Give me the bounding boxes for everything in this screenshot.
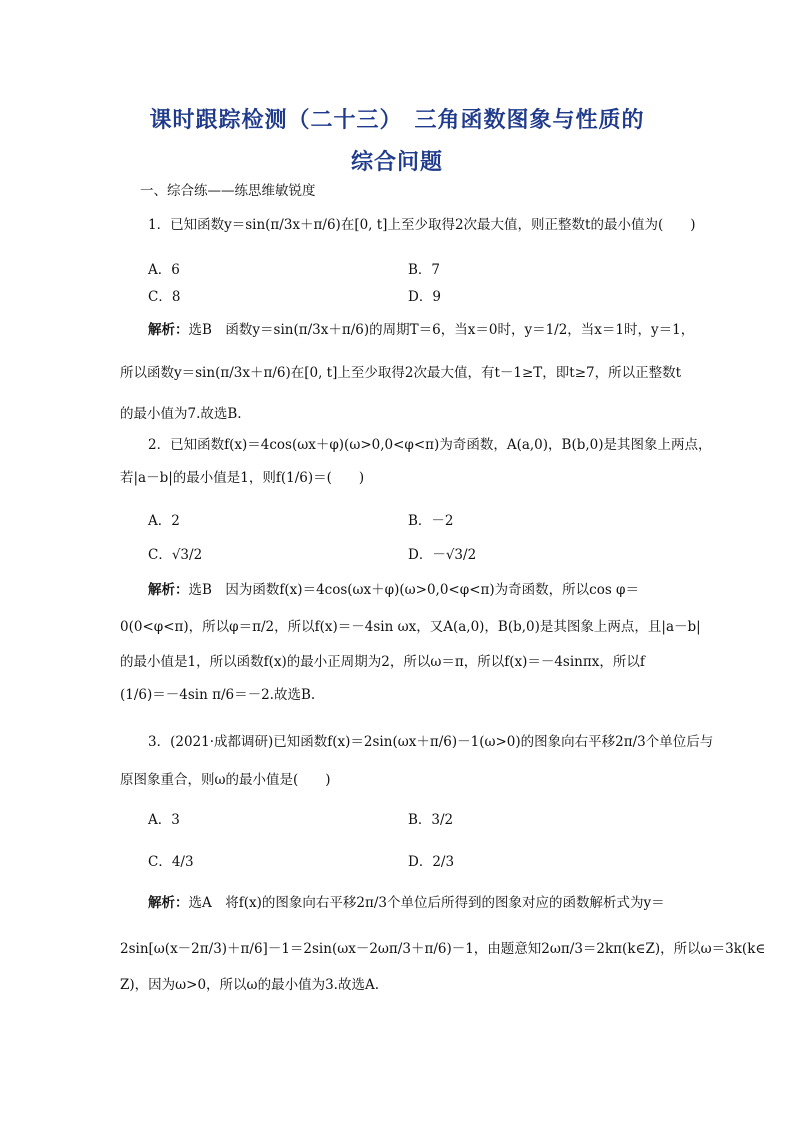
q1-option-c: C．8 [148, 289, 181, 305]
analysis-text: 选B 函数y＝sin(π/3x＋π/6)的周期T＝6，当x＝0时，y＝1/2，当x＝1时，y＝1， [188, 322, 695, 338]
analysis-label: 解析： [148, 322, 189, 338]
analysis-text: 选B 因为函数f(x)＝4cos(ωx＋φ)(ω>0,0<φ<π)为奇函数，所以cos φ＝ [188, 582, 640, 598]
q2-option-c: C．√3/2 [148, 547, 203, 563]
q1-option-d: D．9 [408, 289, 441, 305]
q3-option-a: A．3 [148, 812, 180, 828]
analysis-label: 解析： [148, 895, 189, 911]
q2-option-b: B．－2 [408, 513, 454, 529]
q2-analysis-line4: (1/6)＝－4sin π/6＝－2.故选B. [120, 687, 316, 703]
q2-stem-line1: 2．已知函数f(x)＝4cos(ωx＋φ)(ω>0,0<φ<π)为奇函数，A(a,0)，B(b,0)是其图象上两点， [148, 437, 712, 453]
section-heading: 一、综合练——练思维敏锐度 [140, 183, 316, 199]
q3-option-d: D．2/3 [408, 854, 455, 870]
q1-analysis-line2: 所以函数y＝sin(π/3x＋π/6)在[0, t]上至少取得2次最大值，有t－1≥T，即t≥7，所以正整数t [120, 365, 682, 381]
q3-stem-line2: 原图象重合，则ω的最小值是( ) [120, 772, 331, 788]
q3-stem-line1: 3．(2021·成都调研)已知函数f(x)＝2sin(ωx＋π/6)－1(ω>0)的图象向右平移2π/3个单位后与 [148, 734, 714, 750]
q3-analysis-line2: 2sin[ω(x－2π/3)＋π/6]－1＝2sin(ωx－2ωπ/3＋π/6)－1，由题意知2ωπ/3＝2kπ(k∈Z)，所以ω＝3k(k∈ [120, 941, 766, 957]
analysis-text: 选A 将f(x)的图象向右平移2π/3个单位后所得到的图象对应的函数解析式为y＝ [188, 895, 665, 911]
q2-option-a: A．2 [148, 513, 180, 529]
q2-analysis-line1 [148, 580, 639, 600]
q3-analysis-line3: Z)，因为ω>0，所以ω的最小值为3.故选A. [120, 977, 379, 993]
q2-analysis-line3: 的最小值是1，所以函数f(x)的最小正周期为2，所以ω＝π，所以f(x)＝－4sinπx，所以f [120, 654, 645, 670]
page-title-line1: 课时跟踪检测（二十三） 三角函数图象与性质的 [149, 107, 645, 133]
q1-stem: 1．已知函数y＝sin(π/3x＋π/6)在[0, t]上至少取得2次最大值，则正整数t的最小值为( ) [148, 217, 696, 233]
q2-option-d: D．－√3/2 [408, 547, 477, 563]
q3-option-b: B．3/2 [408, 812, 454, 828]
q3-analysis-line1 [148, 893, 665, 913]
q2-stem-line2: 若|a－b|的最小值是1，则f(1/6)＝( ) [120, 470, 365, 486]
analysis-label: 解析： [148, 582, 189, 598]
q1-option-a: A．6 [148, 262, 180, 278]
q1-analysis-line1 [148, 320, 694, 340]
page-title-line2: 综合问题 [350, 149, 443, 175]
q3-option-c: C．4/3 [148, 854, 194, 870]
q1-option-b: B．7 [408, 262, 441, 278]
q1-analysis-line3: 的最小值为7.故选B. [120, 406, 242, 422]
q2-analysis-line2: 0(0<φ<π)，所以φ＝π/2，所以f(x)＝－4sin ωx，又A(a,0)，B(b,0)是其图象上两点，且|a－b| [120, 619, 701, 635]
